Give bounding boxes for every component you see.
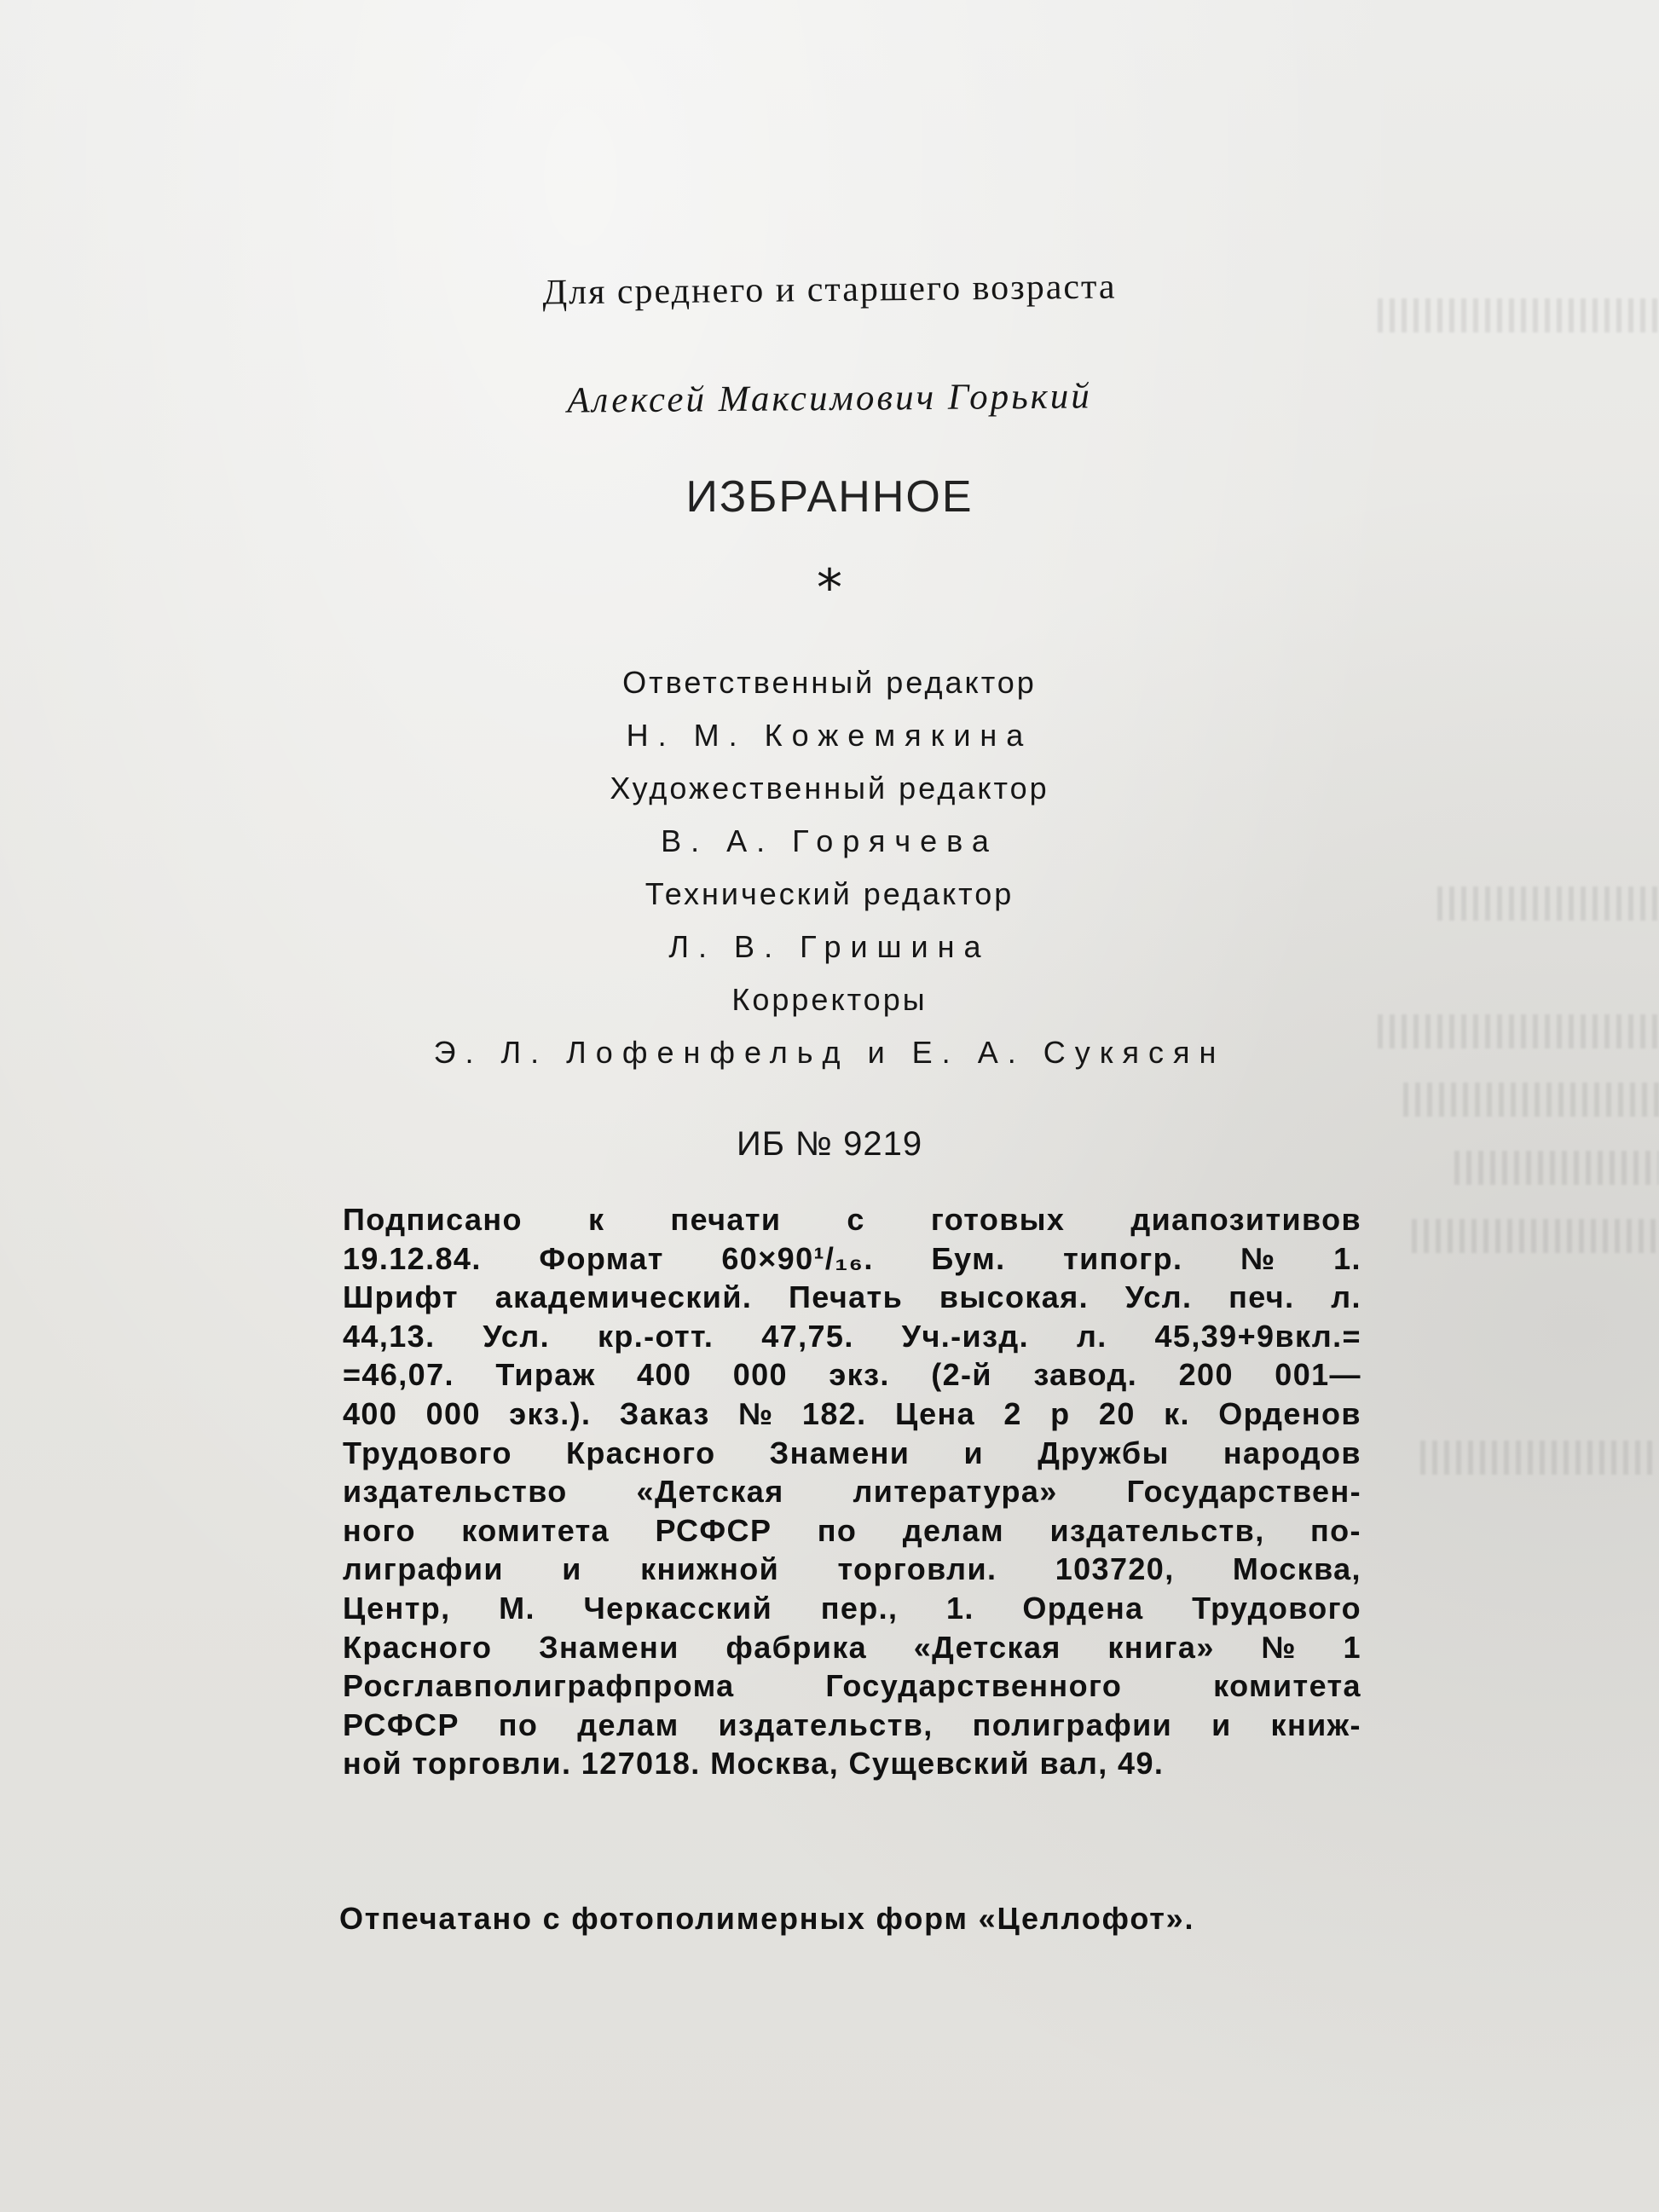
imprint-line: =46,07. Тираж 400 000 экз. (2-й завод. 200 001— — [343, 1357, 1361, 1393]
age-group-note: Для среднего и старшего возраста — [542, 267, 1117, 313]
credit-name: Н. М. Кожемякина — [626, 718, 1033, 753]
credit-role: Ответственный редактор — [622, 665, 1037, 700]
show-through-text — [1412, 1219, 1659, 1253]
imprint-line: Шрифт академический. Печать высокая. Усл. печ. л. — [343, 1279, 1361, 1315]
credit-name: Л. В. Гришина — [668, 929, 991, 964]
imprint-paragraph — [343, 1200, 1361, 1783]
credit-role: Корректоры — [731, 982, 928, 1017]
imprint-line: Красного Знамени фабрика «Детская книга» № 1 — [343, 1629, 1361, 1665]
imprint-line: 44,13. Усл. кр.-отт. 47,75. Уч.-изд. л. 45,39+9вкл.= — [343, 1318, 1361, 1354]
credit-name: Э. Л. Лофенфельд и Е. А. Сукясян — [433, 1035, 1226, 1070]
imprint-line: ной торговли. 127018. Москва, Сущевский вал, 49. — [343, 1746, 1165, 1782]
imprint-line: Подписано к печати с готовых диапозитивов — [343, 1202, 1361, 1237]
book-title: ИЗБРАННОЕ — [685, 472, 974, 522]
imprint-line: лиграфии и книжной торговли. 103720, Москва, — [343, 1551, 1361, 1587]
imprint-line: 19.12.84. Формат 60×90¹/₁₆. Бум. типогр. № 1. — [343, 1240, 1361, 1276]
imprint-line: РСФСР по делам издательств, полиграфии и книж- — [343, 1707, 1361, 1742]
credits-block — [0, 656, 1659, 1079]
imprint-line: Трудового Красного Знамени и Дружбы народов — [343, 1435, 1361, 1470]
printed-note: Отпечатано с фотополимерных форм «Целлофот». — [339, 1901, 1195, 1936]
show-through-text — [1403, 1083, 1659, 1117]
imprint-line: ного комитета РСФСР по делам издательств, по- — [343, 1512, 1361, 1548]
asterisk-ornament: * — [817, 558, 842, 618]
author-name: Алексей Максимович Горький — [567, 376, 1092, 421]
credit-role: Художественный редактор — [610, 771, 1049, 806]
credit-name: В. А. Горячева — [661, 823, 998, 858]
imprint-line: издательство «Детская литература» Государствен- — [343, 1474, 1361, 1510]
show-through-text — [1420, 1441, 1659, 1475]
imprint-line: Центр, М. Черкасский пер., 1. Ордена Трудового — [343, 1590, 1361, 1626]
ib-number: ИБ № 9219 — [736, 1125, 923, 1163]
imprint-line: 400 000 экз.). Заказ № 182. Цена 2 р 20 к. Орденов — [343, 1395, 1361, 1431]
imprint-line: Росглавполиграфпрома Государственного комитета — [343, 1668, 1361, 1704]
credit-role: Технический редактор — [645, 876, 1014, 911]
